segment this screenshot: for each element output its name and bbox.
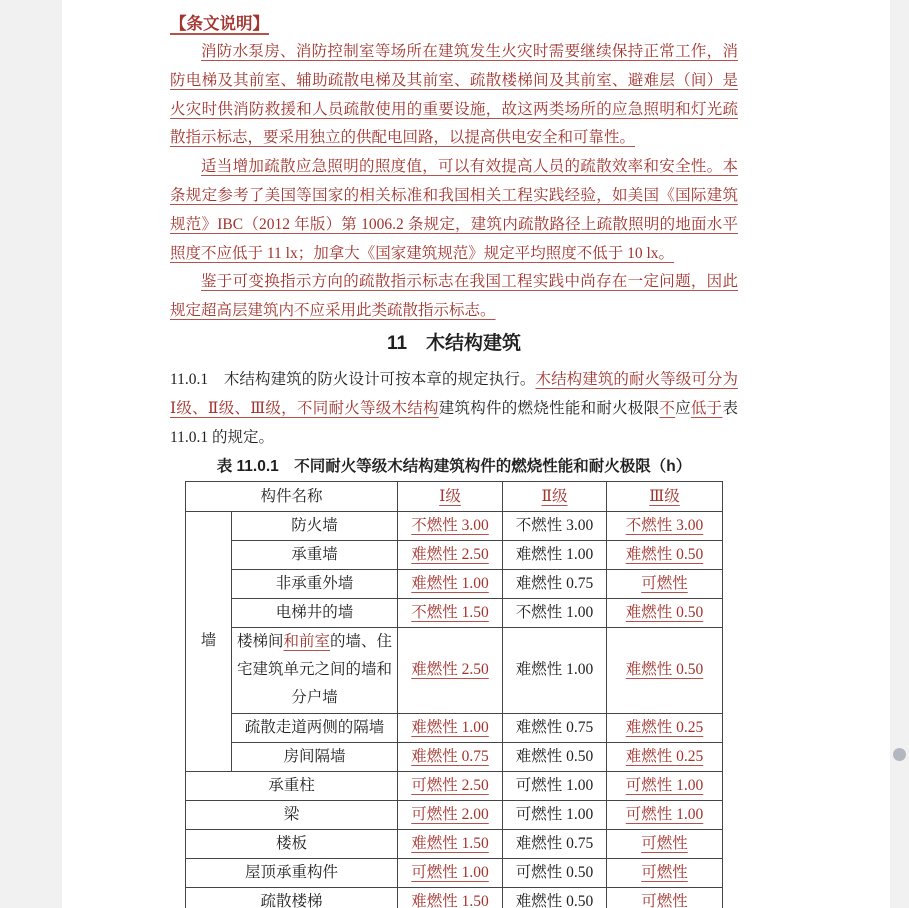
text-run: 不燃性 1.50	[411, 603, 489, 621]
text-run: 可燃性 0.50	[515, 863, 594, 881]
explanation-paragraph-3	[170, 268, 738, 326]
right-scrollbar-track	[890, 0, 909, 908]
value-level-3	[607, 771, 723, 800]
value-level-3	[607, 511, 723, 540]
component-name	[232, 742, 398, 771]
text-run: 11.0.1 木结构建筑的防火设计可按本章的规定执行。	[170, 370, 536, 388]
text-run: 非承重外墙	[275, 574, 354, 592]
component-name	[186, 800, 398, 829]
text-run: 建筑构件的燃烧性能和耐火极限	[438, 399, 660, 417]
text-run: 难燃性 0.50	[625, 603, 704, 621]
table-row	[186, 713, 723, 742]
scrollbar-thumb[interactable]	[893, 748, 906, 761]
value-level-1	[398, 887, 503, 908]
text-run: 楼梯间	[236, 633, 284, 651]
text-run: 防火墙	[291, 516, 338, 534]
table-row	[186, 627, 723, 713]
text-run: Ⅱ级	[541, 487, 568, 505]
text-run: 房间隔墙	[283, 747, 346, 765]
text-run: 难燃性 0.50	[625, 661, 704, 679]
value-level-1	[398, 511, 503, 540]
value-level-2	[503, 887, 607, 908]
table-title: 表 11.0.1 不同耐火等级木结构建筑构件的燃烧性能和耐火极限（h）	[216, 458, 692, 476]
text-run: 难燃性 0.50	[515, 892, 594, 908]
value-level-2	[503, 598, 607, 627]
text-run: 和前室	[283, 633, 331, 651]
fire-resistance-table	[185, 481, 723, 908]
value-level-2	[503, 800, 607, 829]
table-row	[186, 887, 723, 908]
value-level-3	[607, 713, 723, 742]
table-row	[186, 742, 723, 771]
text-run: 难燃性 1.00	[515, 545, 594, 563]
value-level-1	[398, 540, 503, 569]
text-run: 屋顶承重构件	[245, 863, 339, 881]
text-run: 难燃性 1.00	[515, 661, 594, 679]
text-run: 难燃性 0.75	[515, 834, 594, 852]
text-run: 难燃性 0.75	[515, 574, 594, 592]
table-row	[186, 598, 723, 627]
table-row	[186, 800, 723, 829]
table-row	[186, 569, 723, 598]
table-header-row	[186, 482, 723, 512]
value-level-2	[503, 771, 607, 800]
table-row	[186, 858, 723, 887]
text-run: 电梯井的墙	[275, 603, 354, 621]
text-run: 可燃性 2.00	[411, 805, 489, 823]
text-run: 难燃性 0.50	[515, 747, 594, 765]
text-run: 可燃性 2.50	[411, 776, 489, 794]
value-level-1	[398, 771, 503, 800]
component-name	[232, 511, 398, 540]
header-level-3	[607, 482, 723, 512]
text-run: 应	[675, 399, 691, 417]
header-component-name	[186, 482, 398, 512]
value-level-1	[398, 800, 503, 829]
component-name	[232, 627, 398, 713]
value-level-3	[607, 627, 723, 713]
text-run: 不	[659, 399, 676, 417]
value-level-1	[398, 569, 503, 598]
text-run: 可燃性	[641, 574, 688, 592]
value-level-2	[503, 858, 607, 887]
text-run: 疏散走道两侧的隔墙	[244, 718, 385, 736]
value-level-1	[398, 858, 503, 887]
value-level-2	[503, 511, 607, 540]
text-run: 难燃性 1.50	[411, 834, 489, 852]
value-level-1	[398, 627, 503, 713]
text-run: Ⅰ级	[439, 487, 461, 505]
value-level-1	[398, 742, 503, 771]
text-run: 可燃性 1.00	[625, 776, 704, 794]
value-level-3	[607, 800, 723, 829]
component-name	[186, 771, 398, 800]
chapter-heading: 11 木结构建筑	[386, 332, 522, 354]
text-run: 可燃性 1.00	[515, 776, 594, 794]
value-level-1	[398, 713, 503, 742]
text-run: 承重墙	[291, 545, 338, 563]
text-run: 难燃性 1.00	[411, 574, 489, 592]
text-run: 消防水泵房、消防控制室等场所在建筑发生火灾时需要继续保持正常工作，消防电梯及其前室、辅助疏散电梯及其前室、疏散楼梯间及其前室、避难层（间）是火灾时供消防救援和人员疏散使用的重要设施，故这两类场所的应急照明和灯光疏散指示标志，要采用独立的供配电回路，以提高供电安全和可靠性。	[170, 43, 738, 147]
document-page	[62, 0, 890, 908]
text-run: 难燃性 0.25	[625, 747, 704, 765]
value-level-1	[398, 598, 503, 627]
text-run: 难燃性 1.00	[411, 718, 489, 736]
text-run: 可燃性	[641, 863, 688, 881]
value-level-1	[398, 829, 503, 858]
component-name	[232, 598, 398, 627]
text-run: 的墙、住宅建筑单元之间的墙和分户墙	[237, 633, 393, 707]
value-level-3	[607, 887, 723, 908]
left-gutter	[0, 0, 62, 908]
text-run: 不燃性 3.00	[625, 516, 704, 534]
text-run: 难燃性 0.75	[411, 747, 489, 765]
component-name	[186, 887, 398, 908]
text-run: 可燃性 1.00	[625, 805, 704, 823]
value-level-3	[607, 540, 723, 569]
text-run: 表 11.0.1 的规定。	[170, 399, 738, 446]
text-run: 木结构建筑的耐火等级可分为Ⅰ级、Ⅱ级、Ⅲ级，不同耐火等级木结构	[170, 370, 738, 417]
table-row	[186, 771, 723, 800]
text-run: 低于	[690, 399, 723, 417]
component-name	[186, 858, 398, 887]
value-level-3	[607, 829, 723, 858]
text-run: 难燃性 2.50	[411, 661, 489, 679]
explanation-heading: 【条文说明】	[170, 14, 269, 33]
text-run: 不燃性 3.00	[411, 516, 489, 534]
explanation-paragraph-2	[170, 153, 738, 268]
value-level-3	[607, 598, 723, 627]
text-run: 梁	[283, 805, 300, 823]
component-name	[186, 829, 398, 858]
table-row	[186, 511, 723, 540]
text-run: 可燃性 1.00	[411, 863, 489, 881]
text-run: 墙	[200, 632, 217, 650]
component-name	[232, 540, 398, 569]
text-run: 可燃性	[641, 834, 688, 852]
text-run: 疏散楼梯	[260, 892, 323, 908]
text-run: 难燃性 1.50	[411, 892, 489, 908]
value-level-2	[503, 713, 607, 742]
text-run: 难燃性 0.25	[625, 718, 704, 736]
text-run: 适当增加疏散应急照明的照度值，可以有效提高人员的疏散效率和安全性。本条规定参考了美国等国家的相关标准和我国相关工程实践经验，如美国《国际建筑规范》IBC（2012 年版）第 1006.2 条规定，建筑内疏散路径上疏散照明的地面水平照度不应低于 11 lx；加拿大《国家建筑规范》规定平均照度不低于 10 lx。	[170, 158, 738, 262]
text-run: 构件名称	[260, 487, 323, 505]
component-name	[232, 713, 398, 742]
table-row	[186, 540, 723, 569]
component-name	[232, 569, 398, 598]
value-level-2	[503, 540, 607, 569]
value-level-3	[607, 569, 723, 598]
text-run: 鉴于可变换指示方向的疏散指示标志在我国工程实践中尚存在一定问题，因此规定超高层建筑内不应采用此类疏散指示标志。	[170, 273, 738, 320]
group-label-wall	[186, 511, 232, 771]
text-run: 楼板	[276, 834, 308, 852]
header-level-2	[503, 482, 607, 512]
value-level-3	[607, 858, 723, 887]
text-run: 难燃性 2.50	[411, 545, 489, 563]
value-level-2	[503, 742, 607, 771]
value-level-2	[503, 829, 607, 858]
text-run: 难燃性 0.75	[515, 718, 594, 736]
text-run: 不燃性 3.00	[515, 516, 594, 534]
value-level-2	[503, 627, 607, 713]
table-row	[186, 829, 723, 858]
text-run: 承重柱	[268, 776, 315, 794]
clause-11-0-1	[170, 366, 738, 452]
text-run: 可燃性 1.00	[515, 805, 594, 823]
header-level-1	[398, 482, 503, 512]
text-run: 可燃性	[641, 892, 688, 908]
text-run: 难燃性 0.50	[625, 545, 704, 563]
text-run: Ⅲ级	[649, 487, 680, 505]
value-level-2	[503, 569, 607, 598]
explanation-paragraph-1	[170, 38, 738, 153]
value-level-3	[607, 742, 723, 771]
text-run: 不燃性 1.00	[515, 603, 594, 621]
